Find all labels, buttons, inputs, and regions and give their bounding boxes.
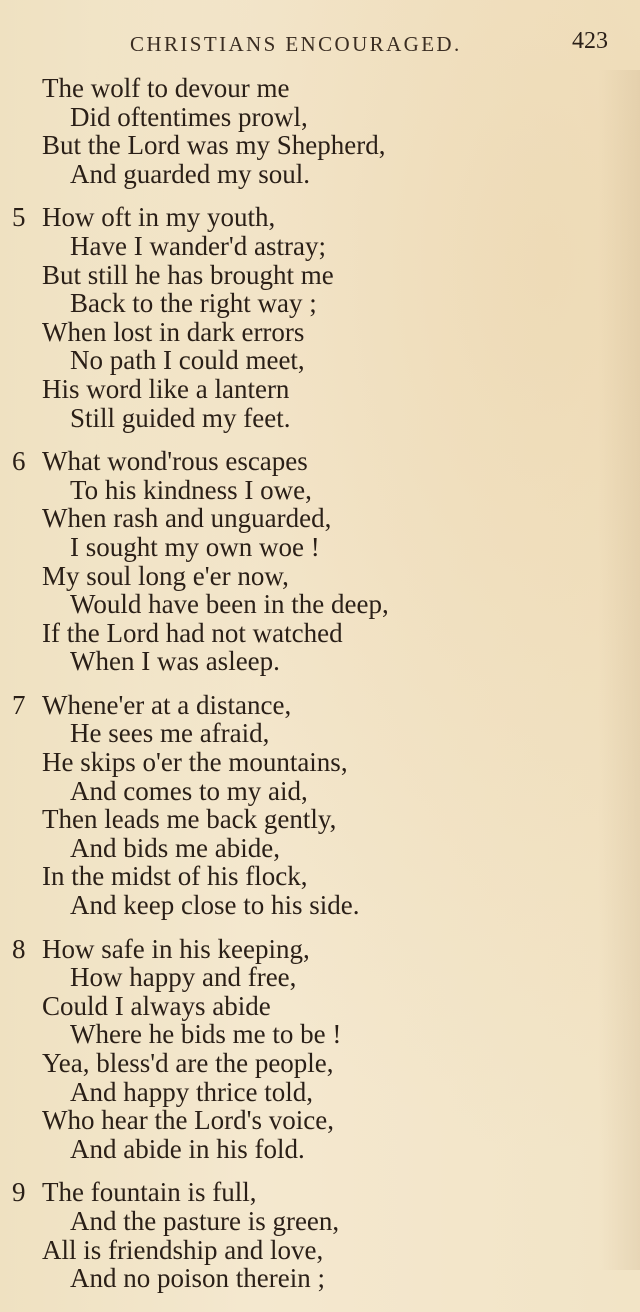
verse-line: Where he bids me to be !	[70, 1019, 342, 1050]
verse-line: How oft in my youth,	[42, 202, 276, 233]
verse-line: How happy and free,	[70, 962, 297, 993]
verse-line: Still guided my feet.	[70, 402, 291, 433]
verse-line: And comes to my aid,	[70, 775, 308, 806]
verse-line: What wond'rous escapes	[42, 446, 308, 477]
hymn-text	[0, 74, 640, 1308]
verse-line: Did oftentimes prowl,	[70, 101, 308, 132]
verse-line: But the Lord was my Shepherd,	[42, 130, 386, 161]
verse-line: The wolf to devour me	[42, 73, 290, 103]
verse-line: Whene'er at a distance,	[42, 689, 292, 720]
verse-line: I sought my own woe !	[70, 531, 320, 562]
verse-line: And bids me abide,	[70, 832, 280, 863]
verse-6	[0, 447, 640, 676]
verse-number: 7	[12, 689, 26, 720]
verse-line: No path I could meet,	[70, 345, 305, 376]
verse-8	[0, 935, 640, 1164]
verse-line: Back to the right way ;	[70, 288, 317, 319]
verse-5	[0, 203, 640, 432]
verse-line: He skips o'er the mountains,	[42, 747, 348, 778]
verse-line: And the pasture is green,	[70, 1205, 340, 1236]
verse-line: All is friendship and love,	[42, 1234, 324, 1265]
verse-number: 6	[12, 446, 26, 477]
verse-line: He sees me afraid,	[70, 718, 270, 749]
verse-line: And no poison therein ;	[70, 1263, 325, 1294]
verse-line: Who hear the Lord's voice,	[42, 1105, 335, 1136]
verse-line: When lost in dark errors	[42, 316, 305, 347]
verse-line: Then leads me back gently,	[42, 804, 337, 835]
verse-line: And guarded my soul.	[70, 158, 310, 189]
verse-line: When rash and unguarded,	[42, 503, 332, 534]
verse-number: 9	[12, 1177, 26, 1208]
verse-line: And keep close to his side.	[70, 890, 360, 921]
verse-number: 8	[12, 933, 26, 964]
verse-line: In the midst of his flock,	[42, 861, 308, 892]
page-header	[0, 28, 640, 64]
verse-line: But still he has brought me	[42, 259, 334, 290]
running-title: CHRISTIANS ENCOURAGED.	[130, 32, 462, 56]
verse-line: My soul long e'er now,	[42, 560, 289, 591]
verse-line: His word like a lantern	[42, 373, 290, 404]
page-number: 423	[572, 28, 608, 54]
verse-9	[0, 1178, 640, 1292]
verse-line: And abide in his fold.	[70, 1133, 305, 1164]
verse-line: How safe in his keeping,	[42, 933, 310, 964]
verse-line: When I was asleep.	[70, 646, 280, 677]
verse-line: And happy thrice told,	[70, 1076, 313, 1107]
verse-line: Have I wander'd astray;	[70, 230, 326, 261]
verse-line: Yea, bless'd are the people,	[42, 1048, 334, 1078]
verse-continued	[0, 74, 640, 188]
verse-line: If the Lord had not watched	[42, 617, 343, 648]
verse-number: 5	[12, 202, 26, 233]
verse-line: The fountain is full,	[42, 1177, 257, 1208]
verse-7	[0, 691, 640, 920]
verse-line: Would have been in the deep,	[70, 589, 389, 620]
verse-line: Could I always abide	[42, 990, 271, 1021]
verse-line: To his kindness I owe,	[70, 474, 312, 505]
